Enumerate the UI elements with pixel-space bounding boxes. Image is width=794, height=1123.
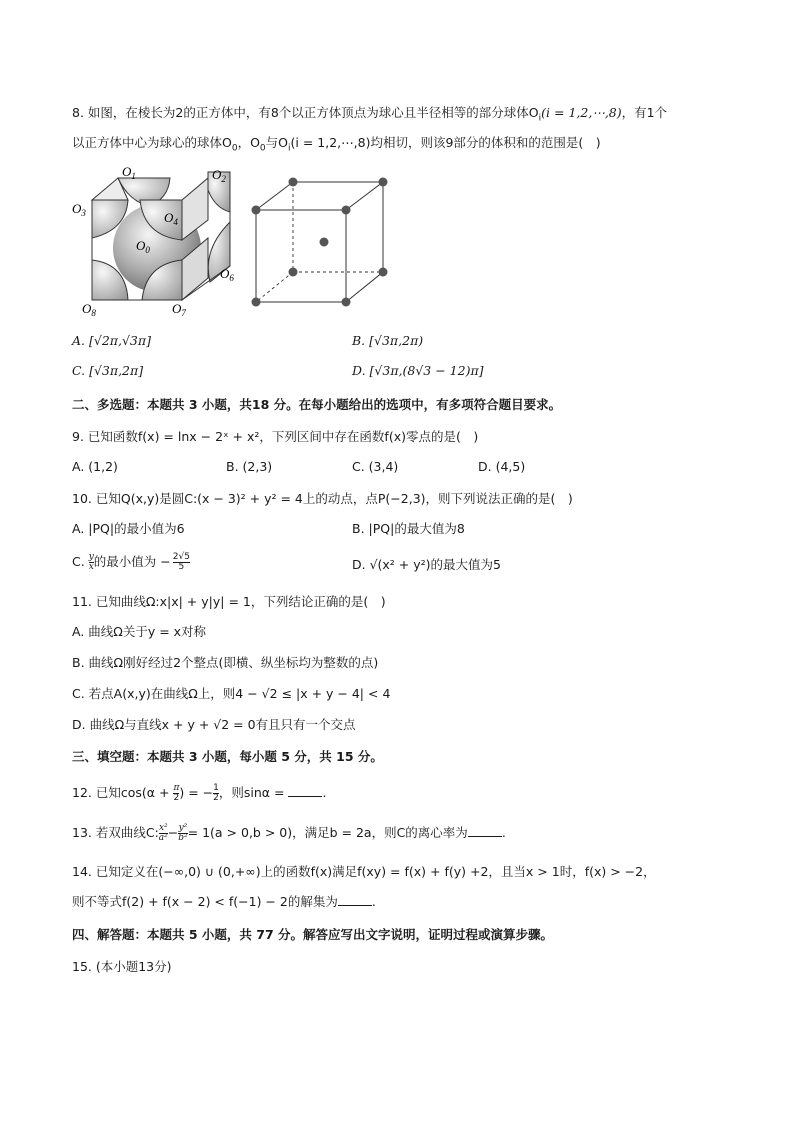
q13-answer-blank[interactable] [468, 824, 502, 837]
q14-line2 [72, 893, 376, 911]
q12-frac2-den: 2 [213, 793, 219, 803]
q8-text-2d: (i = 1,2,⋯,8)均相切，则该9部分的体积和的范围是( ) [290, 135, 601, 150]
section-4-heading: 四、解答题：本题共 5 小题，共 77 分。解答应写出文字说明，证明过程或演算步骤。 [72, 927, 554, 942]
section-2-heading: 二、多选题：本题共 3 小题，共18 分。在每小题给出的选项中，有多项符合题目要求。 [72, 397, 562, 412]
q10-c-value-fraction [173, 553, 190, 572]
q13-fb-num: y² [178, 823, 188, 833]
q8-sub-0b: 0 [259, 143, 266, 154]
q10-stem: 10. 已知Q(x,y)是圆C:(x − 3)² + y² = 4上的动点，点P(−2,3)，则下列说法正确的是( ) [72, 491, 573, 506]
q11-stem: 11. 已知曲线Ω:x|x| + y|y| = 1，下列结论正确的是( ) [72, 594, 386, 609]
q12-answer-blank[interactable] [288, 784, 322, 797]
q11-option-b[interactable]: B. 曲线Ω刚好经过2个整点(即横、纵坐标均为整数的点) [72, 655, 379, 670]
q8-text-2b: ，O [237, 135, 260, 150]
q9-option-c[interactable]: C. (3,4) [352, 459, 399, 474]
q11-option-c[interactable]: C. 若点A(x,y)在曲线Ω上，则4 − √2 ≤ |x + y − 4| < 4 [72, 686, 391, 701]
q9-stem: 9. 已知函数f(x) = lnx − 2ˣ + x²，下列区间中存在函数f(x)零点的是( ) [72, 429, 479, 444]
label-o2: $O_2$ [212, 167, 226, 184]
section-3-heading: 三、填空题：本题共 3 小题，每小题 5 分，共 15 分。 [72, 749, 383, 764]
q9-option-a[interactable]: A. (1,2) [72, 459, 118, 474]
q10-option-b[interactable]: B. |PQ|的最大值为8 [352, 521, 465, 536]
label-o8: $O_8$ [82, 301, 96, 318]
q13-minus: − [167, 825, 179, 840]
q11-option-a[interactable]: A. 曲线Ω关于y = x对称 [72, 624, 207, 639]
q10-c-mid: 的最小值为 − [93, 554, 171, 569]
q10-option-d[interactable]: D. √(x² + y²)的最大值为5 [352, 557, 501, 572]
label-o1: $O_1$ [122, 164, 136, 181]
q12-tail: ，则sinα = [218, 785, 289, 800]
q8-cond: (i = 1,2,⋯,8) [541, 105, 622, 120]
q14-answer-blank[interactable] [338, 893, 372, 906]
q8-text-2c: 与O [265, 135, 288, 150]
label-o6: $O_6$ [220, 266, 234, 283]
q13-pre: 13. 若双曲线C: [72, 825, 159, 840]
q13-line [72, 824, 506, 843]
label-o3: $O_3$ [72, 201, 86, 218]
q10-c-val-den: 5 [178, 562, 185, 572]
q8-text-1: 8. 如图，在棱长为2的正方体中，有8个以正方体顶点为球心且半径相等的部分球体O [72, 105, 539, 120]
q8-option-b[interactable]: B. [√3π,2π) [352, 333, 424, 348]
figure-wireframe-cube [248, 172, 393, 307]
q13-fa-num: x² [158, 823, 168, 833]
q10-c-frac-den: x [88, 562, 94, 572]
q12-line [72, 784, 326, 803]
q8-text-2a: 以正方体中心为球心的球体O [72, 135, 232, 150]
q15-heading: 15. (本小题13分) [72, 959, 172, 974]
q12-end: . [322, 785, 327, 800]
q13-end: . [501, 825, 506, 840]
label-o4: $O_4$ [164, 210, 178, 227]
q14-line1: 14. 已知定义在(−∞,0) ∪ (0,+∞)上的函数f(x)满足f(xy) = f(x) + f(y) +2，且当x > 1时，f(x) > −2， [72, 864, 656, 879]
q12-mid: ) = − [179, 785, 214, 800]
q12-frac1-num: π [173, 783, 180, 793]
label-o7: $O_7$ [172, 301, 186, 318]
q13-fb-den: b² [178, 833, 188, 843]
q10-c-frac-num: y [88, 552, 94, 562]
q9-option-d[interactable]: D. (4,5) [478, 459, 526, 474]
q10-option-a[interactable]: A. |PQ|的最小值为6 [72, 521, 185, 536]
q11-option-d[interactable]: D. 曲线Ω与直线x + y + √2 = 0有且只有一个交点 [72, 717, 356, 732]
q12-pre: 12. 已知cos(α + [72, 785, 174, 800]
q14-end: . [371, 894, 376, 909]
q13-fa-den: a² [158, 833, 168, 843]
q13-frac-a [159, 824, 168, 843]
q8-sub-i: i [538, 113, 542, 124]
q8-line1 [72, 104, 667, 128]
q10-c-val-num: 2√5 [172, 552, 190, 562]
q8-line2 [72, 134, 601, 158]
q9-option-b[interactable]: B. (2,3) [226, 459, 273, 474]
q8-sub-i2: i [288, 143, 291, 154]
q10-option-c[interactable] [72, 553, 190, 572]
q8-option-d[interactable]: D. [√3π,(8√3 − 12)π] [352, 363, 484, 378]
q8-text-tail: ，有1个 [621, 105, 668, 120]
figure-spheres-cube [70, 160, 245, 320]
q12-frac2-num: 1 [213, 783, 219, 793]
q13-frac-b [178, 824, 187, 843]
q13-tail: = 1(a > 0,b > 0)，满足b = 2a，则C的离心率为 [187, 825, 468, 840]
label-o0: $O_0$ [136, 238, 150, 255]
q14-line2-text: 则不等式f(2) + f(x − 2) < f(−1) − 2的解集为 [72, 894, 338, 909]
q8-option-a[interactable]: A. [√2π,√3π] [72, 333, 151, 348]
q12-frac1-den: 2 [173, 793, 180, 803]
q8-option-c[interactable]: C. [√3π,2π] [72, 363, 144, 378]
q8-sub-0a: 0 [231, 143, 238, 154]
q10-c-prefix: C. [72, 554, 89, 569]
